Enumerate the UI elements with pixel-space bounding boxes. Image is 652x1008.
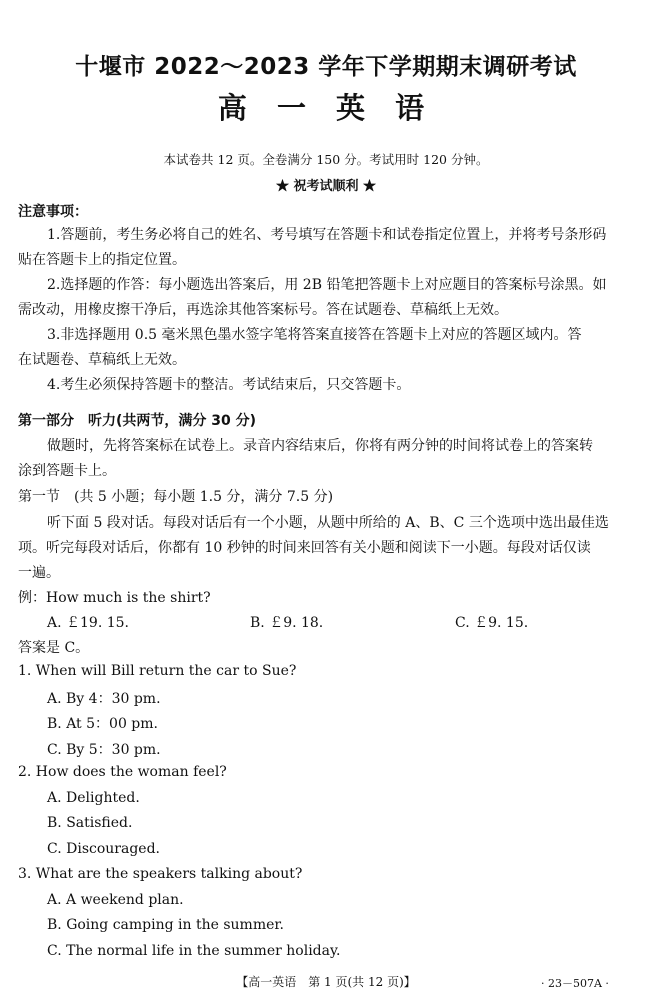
question-3: 3. What are the speakers talking about? xyxy=(18,866,303,882)
section1-line-1: 听下面 5 段对话。每段对话后有一个小题，从题中所给的 A、B、C 三个选项中选出最佳选 xyxy=(47,515,609,531)
section1-heading: 第一节 (共 5 小题；每小题 1.5 分，满分 7.5 分) xyxy=(18,489,334,505)
section1-line-2: 项。听完每段对话后，你都有 10 秒钟的时间来回答有关小题和阅读下一小题。每段对话仅读 xyxy=(18,540,591,556)
paper-code: · 23－507A · xyxy=(541,977,609,990)
example-option-a: A. ￡19. 15. xyxy=(47,615,129,631)
part1-heading: 第一部分 听力(共两节，满分 30 分) xyxy=(18,413,257,429)
question-2-option-a: A. Delighted. xyxy=(47,790,140,806)
question-3-option-a: A. A weekend plan. xyxy=(47,892,184,908)
note-2-line-1: 2.选择题的作答：每小题选出答案后，用 2B 铅笔把答题卡上对应题目的答案标号涂黑。如 xyxy=(47,277,607,293)
question-1-option-c: C. By 5：30 pm. xyxy=(47,742,161,758)
exam-title: 十堰市 2022～2023 学年下学期期末调研考试 xyxy=(75,54,577,80)
subject-title: 高 一 英 语 xyxy=(217,91,435,125)
note-3-line-2: 在试题卷、草稿纸上无效。 xyxy=(18,352,186,368)
note-4-line-1: 4.考生必须保持答题卡的整洁。考试结束后，只交答题卡。 xyxy=(47,377,411,393)
question-1: 1. When will Bill return the car to Sue? xyxy=(18,663,297,679)
question-2: 2. How does the woman feel? xyxy=(18,764,227,780)
note-3-line-1: 3.非选择题用 0.5 毫米黑色墨水签字笔将答案直接答在答题卡上对应的答题区域内。答 xyxy=(47,327,582,343)
note-1-line-1: 1.答题前，考生务必将自己的姓名、考号填写在答题卡和试卷指定位置上，并将考号条形码 xyxy=(47,227,607,243)
example-option-c: C. ￡9. 15. xyxy=(455,615,529,631)
example-option-b: B. ￡9. 18. xyxy=(250,615,324,631)
section1-line-3: 一遍。 xyxy=(18,565,60,581)
question-2-option-b: B. Satisfied. xyxy=(47,815,133,831)
example-question: 例：How much is the shirt? xyxy=(18,590,211,606)
question-1-option-b: B. At 5：00 pm. xyxy=(47,716,158,732)
question-2-option-c: C. Discouraged. xyxy=(47,841,160,857)
part1-intro-line-1: 做题时，先将答案标在试卷上。录音内容结束后，你将有两分钟的时间将试卷上的答案转 xyxy=(47,438,593,454)
part1-intro-line-2: 涂到答题卡上。 xyxy=(18,463,116,479)
note-1-line-2: 贴在答题卡上的指定位置。 xyxy=(18,252,186,268)
question-3-option-b: B. Going camping in the summer. xyxy=(47,917,285,933)
exam-info: 本试卷共 12 页。全卷满分 150 分。考试用时 120 分钟。 xyxy=(163,152,489,167)
question-3-option-c: C. The normal life in the summer holiday. xyxy=(47,943,341,959)
note-2-line-2: 需改动，用橡皮擦干净后，再选涂其他答案标号。答在试题卷、草稿纸上无效。 xyxy=(18,302,508,318)
notes-heading: 注意事项： xyxy=(18,204,88,220)
page-footer: 【高一英语 第 1 页(共 12 页)】 xyxy=(236,975,416,989)
question-1-option-a: A. By 4：30 pm. xyxy=(47,691,161,707)
example-answer: 答案是 C。 xyxy=(18,640,90,656)
good-luck-line: ★ 祝考试顺利 ★ xyxy=(275,179,377,194)
